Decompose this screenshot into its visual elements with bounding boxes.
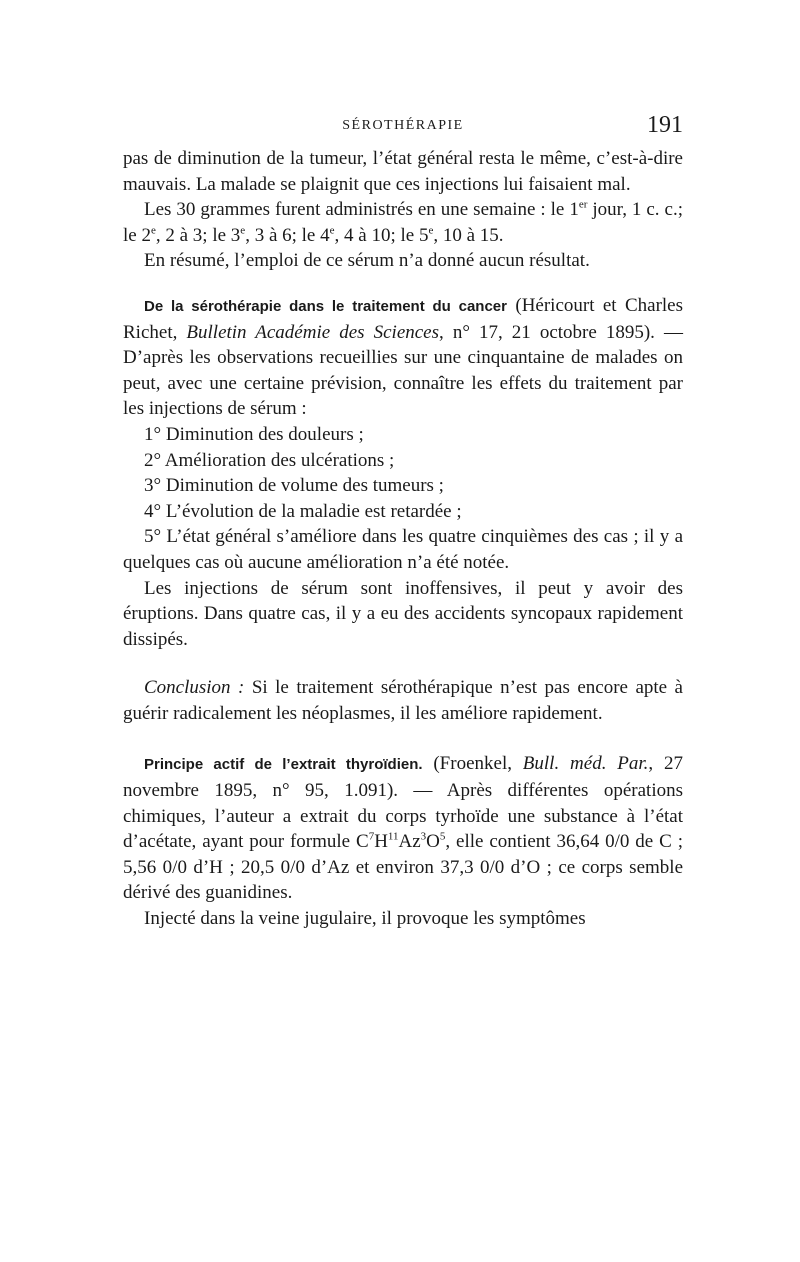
page-number: 191	[647, 112, 683, 138]
paragraph-dosage: Les 30 grammes furent administrés en une semaine : le 1er jour, 1 c. c.; le 2e, 2 à 3; le 3e, 3 à 6; le 4e, 4 à 10; le 5e, 10 à 15.	[123, 198, 683, 246]
list-item: 1° Diminution des douleurs ;	[144, 423, 364, 445]
journal-title: Bulletin Académie des Sciences	[186, 321, 440, 343]
running-head	[123, 112, 683, 140]
paragraph-injections: Les injections de sérum sont inoffensives, il peut y avoir des éruptions. Dans quatre cas, il y a eu des accidents syncopaux rapidement dissipés.	[123, 577, 683, 650]
book-page	[123, 112, 683, 932]
paragraph-summary: En résumé, l’emploi de ce sérum n’a donné aucun résultat.	[144, 250, 590, 272]
section-heading-thyroid: Principe actif de l’extrait thyroïdien.	[144, 756, 423, 774]
paragraph-last-line: Injecté dans la veine jugulaire, il provoque les symptômes	[144, 908, 586, 930]
running-title: SÉROTHÉRAPIE	[342, 118, 464, 133]
paragraph-continuation: pas de diminution de la tumeur, l’état général resta le même, c’est-à-dire mauvais. La malade se plaignit que ces injections lui faisaient mal.	[123, 148, 683, 195]
conclusion-label: Conclusion :	[144, 677, 245, 699]
paragraph-conclusion: Conclusion : Si le traitement sérothérapique n’est pas encore apte à guérir radicalement les néoplasmes, il les améliore rapidement.	[123, 677, 683, 724]
journal-title: Bull. méd. Par.	[522, 753, 649, 775]
list-item: 4° L’évolution de la maladie est retardée ;	[144, 500, 462, 522]
section-heading-cancer: De la sérothérapie dans le traitement du cancer	[144, 297, 507, 315]
list-item: 2° Amélioration des ulcérations ;	[144, 449, 395, 471]
list-item: 3° Diminution de volume des tumeurs ;	[144, 475, 444, 497]
list-item: 5° L’état général s’améliore dans les quatre cinquièmes des cas ; il y a quelques cas où aucune amélioration n’a été notée.	[123, 526, 683, 573]
section-cancer-intro: De la sérothérapie dans le traitement du cancer (Héricourt et Charles Richet, Bulletin Académie des Sciences, n° 17, 21 octobre 1895). — D’après les observations recueillies sur une cinquantaine de malades on peut, avec une certaine prévision, connaître les effets du traitement par les injections de sérum :	[123, 294, 683, 420]
section-thyroid: Principe actif de l’extrait thyroïdien. (Froenkel, Bull. méd. Par., 27 novembre 1895, n° 95, 1.091). — Après différentes opérations chimiques, l’auteur a extrait du corps tyrhoïde une substance à l’état d’acétate, ayant pour formule $C^7H^{11}Az^3O^5$, elle contient 36,64 0/0 de C ; 5,56 0/0 d’H ; 20,5 0/0 d’Az et environ 37,3 0/0 d’O ; ce corps semble dérivé des guanidines.	[123, 753, 683, 904]
